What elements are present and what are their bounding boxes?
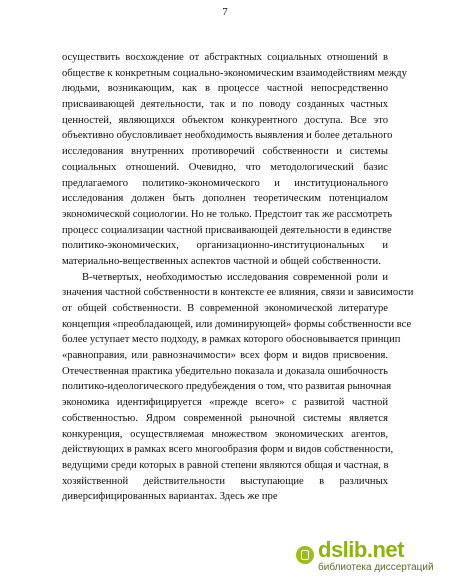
text-line: экономика идентифицируется «прежде всего» с развитой частной <box>62 397 388 409</box>
text-line: В-четвертых, необходимостью исследования современной роли и <box>82 271 388 283</box>
text-line: присваивающей деятельности, так и по поводу созданных частных <box>62 99 388 111</box>
text-line: осуществить восхождение от абстрактных социальных отношений в <box>62 52 388 63</box>
text-line: материально-вещественных аспектов частной и общей собственности. <box>62 255 381 267</box>
text-line: исследования внутренних противоречий собственности и системы <box>62 146 388 158</box>
document-icon <box>296 546 314 564</box>
text-line: объективно обусловливает необходимость выявления и более детального <box>62 130 393 142</box>
text-line: концепция «преобладающей, или доминирующей» формы собственности все <box>62 318 412 330</box>
text-line: действующих в рамках всего многообразия форм и видов собственности, <box>62 444 394 456</box>
text-line: политико-экономических, организационно-институциональных и <box>62 240 388 252</box>
text-line: ценностей, являющихся объектом конкурентного доступа. Все это <box>62 114 388 126</box>
text-line: предлагаемого политико-экономического и институционального <box>62 177 388 189</box>
text-line: обществе к конкретным социально-экономическим взаимодействиям между <box>62 67 407 79</box>
page-number: 7 <box>222 6 228 18</box>
text-line: экономической социологии. Но не только. Предстоит так же рассмотреть <box>62 208 393 220</box>
body-text <box>62 50 414 505</box>
text-line: конкуренция, осуществляемая множеством экономических агентов, <box>62 428 388 440</box>
text-line: собственностью. Ядром современной рыночной системы является <box>62 412 388 424</box>
text-line: социальных отношений. Очевидно, что методологический базис <box>62 161 388 173</box>
text-line: исследования должен быть дополнен теоретическим потенциалом <box>62 193 388 205</box>
watermark-subtitle: библиотека диссертаций <box>318 562 434 573</box>
text-line: более уступает место подходу, в рамках которого обосновывается принцип <box>62 334 401 346</box>
text-line: значения частной собственности в контексте ее влияния, связи и зависимости <box>62 287 414 299</box>
text-line: процесс социализации частной присваивающей деятельности в единстве <box>62 224 392 236</box>
text-line: людьми, возникающим, как в процессе частной непосредственно <box>62 83 388 95</box>
text-line: Отечественная практика убедительно показала и доказала ошибочность <box>62 365 388 377</box>
watermark-logo <box>296 537 446 575</box>
text-line: «равноправия, или равнозначимости» всех форм и видов присвоения. <box>62 350 388 362</box>
watermark-brand: dslib.net <box>318 537 404 562</box>
text-line: диверсифицированных вариантах. Здесь же пре <box>62 491 278 503</box>
text-line: хозяйственной действительности выступающие в различных <box>62 475 388 487</box>
text-line: от общей собственности. В современной экономической литературе <box>62 303 388 314</box>
text-line: ведущими среди которых в равной степени являются общая и частная, в <box>62 459 389 471</box>
text-line: политико-идеологического предубеждения о том, что развитая рыночная <box>62 381 392 393</box>
